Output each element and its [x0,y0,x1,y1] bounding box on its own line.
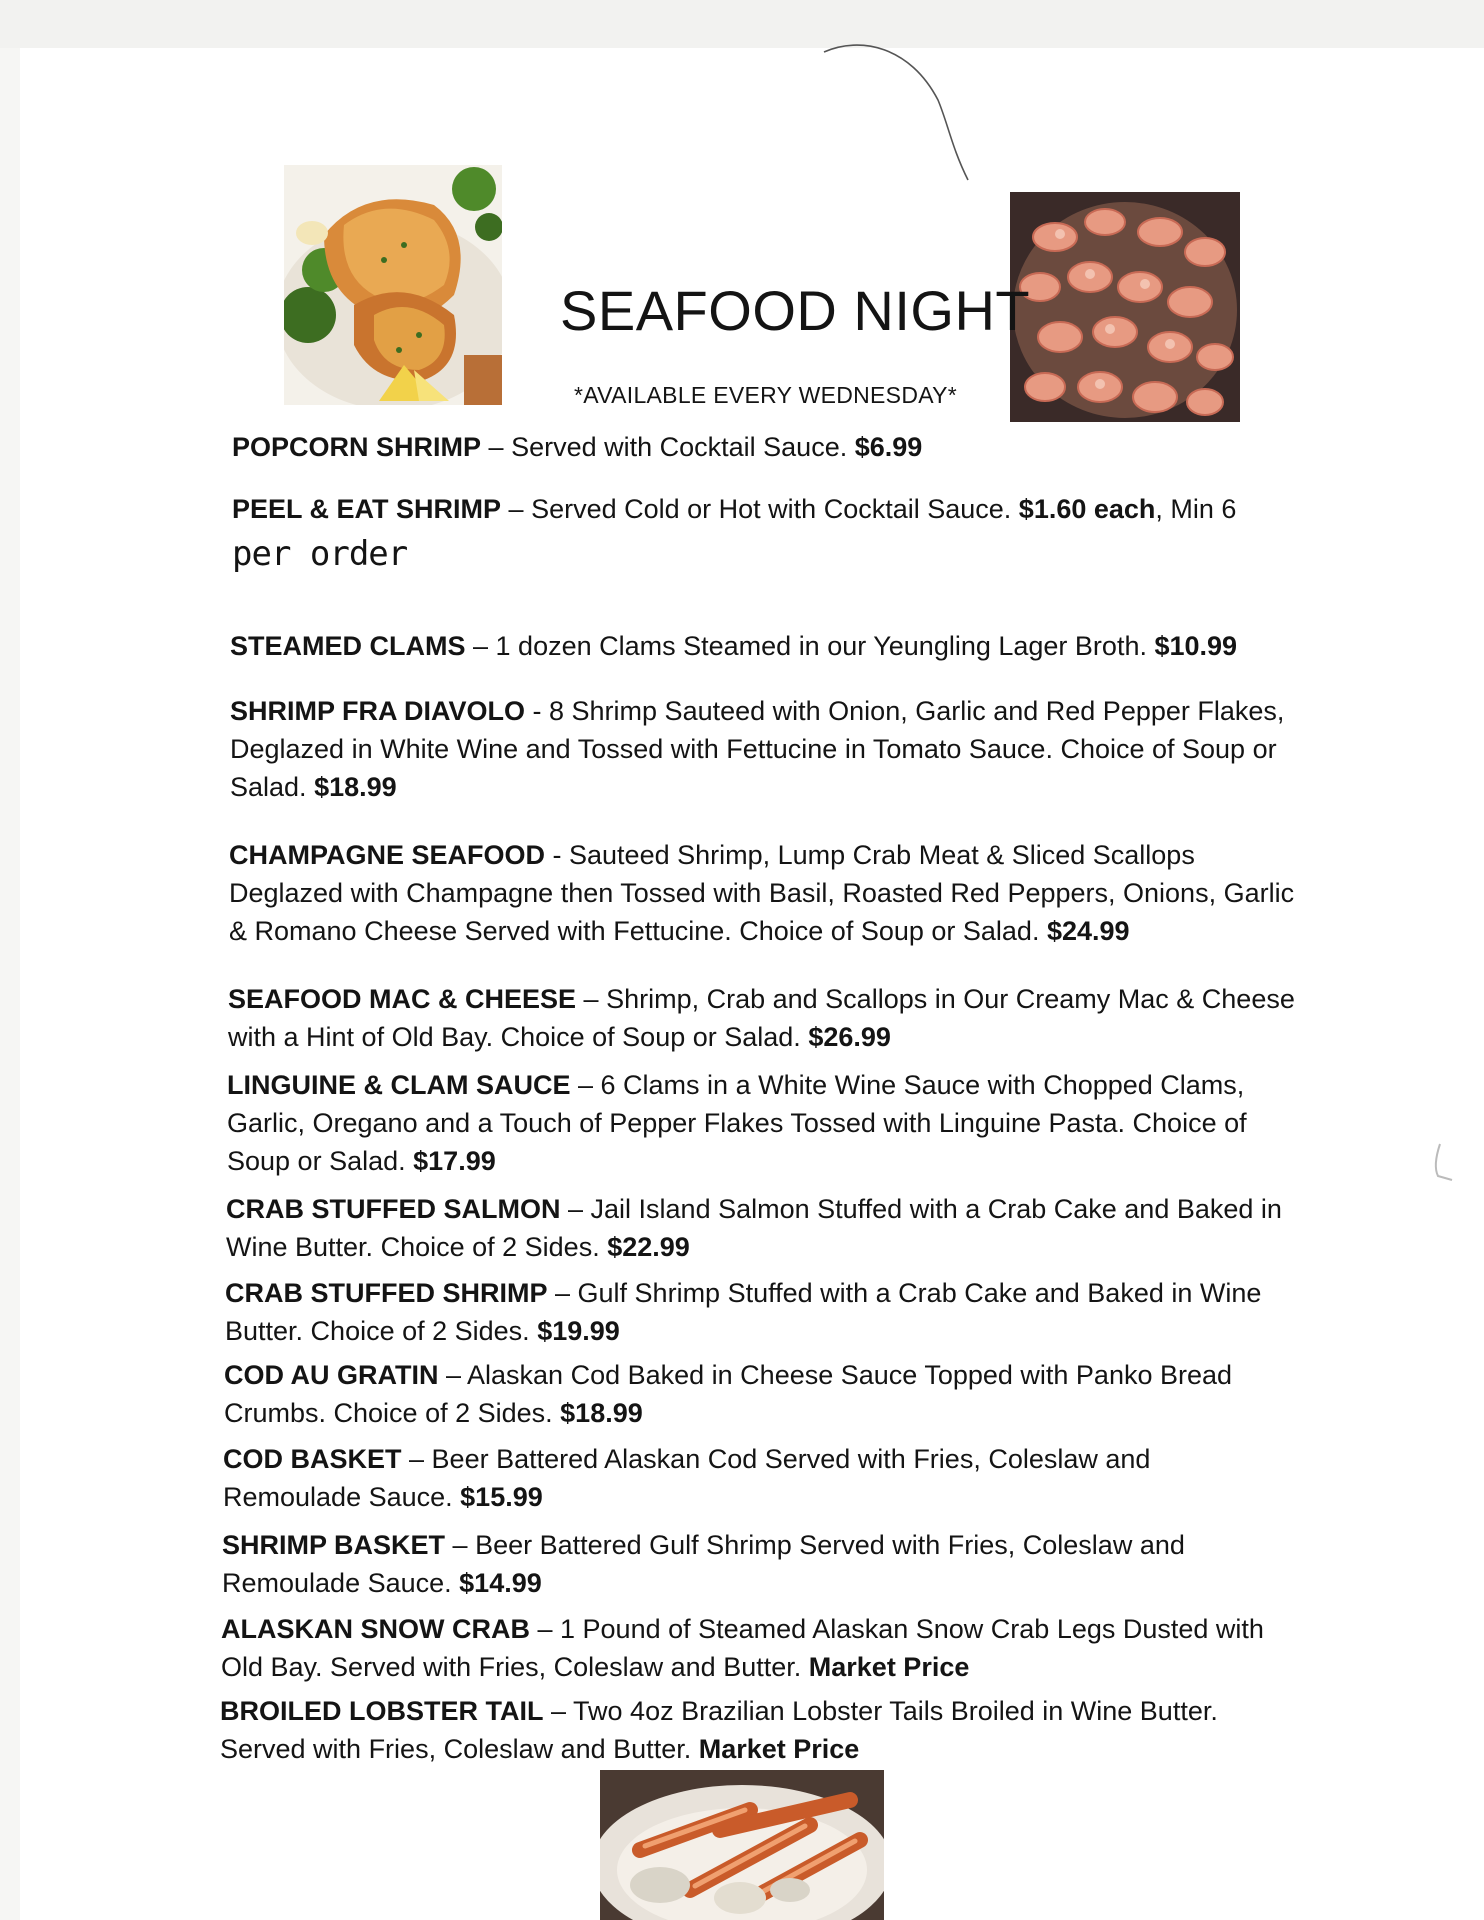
item-description: Gulf Shrimp Stuffed with a Crab Cake and Baked in Wine Butter. Choice of 2 Sides. [225,1278,1262,1346]
item-name: SHRIMP FRA DIAVOLO [230,696,526,726]
item-description: 1 dozen Clams Steamed in our Yeungling Lager Broth. [495,631,1155,661]
item-name: ALASKAN SNOW CRAB [221,1614,530,1644]
item-separator: – [560,1194,591,1224]
item-description: Served with Cocktail Sauce. [511,432,855,462]
menu-item [230,692,1300,806]
item-separator: – [543,1696,574,1726]
item-price: $17.99 [413,1146,496,1176]
item-separator: – [570,1070,601,1100]
item-price: $18.99 [560,1398,643,1428]
item-separator: – [445,1530,476,1560]
item-name: COD BASKET [223,1444,402,1474]
item-separator: – [547,1278,578,1308]
item-price: $26.99 [808,1022,891,1052]
item-price: $6.99 [854,432,923,462]
item-separator: – [401,1444,432,1474]
item-name: CRAB STUFFED SHRIMP [225,1278,548,1308]
item-name: COD AU GRATIN [224,1360,439,1390]
item-separator: - [525,696,550,726]
item-description: Beer Battered Gulf Shrimp Served with Fries, Coleslaw and Remoulade Sauce. [222,1530,1185,1598]
menu-item [224,1356,1294,1432]
item-name: SHRIMP BASKET [222,1530,446,1560]
item-price: Market Price [698,1734,860,1764]
item-price: $19.99 [537,1316,620,1346]
menu-item [227,1066,1297,1180]
item-separator: – [529,1614,561,1644]
menu-item [230,627,1300,665]
item-description: 6 Clams in a White Wine Sauce with Chopped Clams, Garlic, Oregano and a Touch of Pepper Flakes Tossed with Linguine Pasta. Choice of Soup or Salad. [227,1070,1247,1176]
menu-item [221,1610,1291,1686]
menu-item [225,1274,1295,1350]
menu-item [223,1440,1293,1516]
menu-item [228,980,1298,1056]
item-separator: – [465,631,496,661]
item-price: $24.99 [1046,916,1130,946]
item-description: 8 Shrimp Sauteed with Onion, Garlic and Red Pepper Flakes, Deglazed in White Wine and Tossed with Fettucine in Tomato Sauce. Choice of Soup or Salad. [230,696,1285,802]
page-title: SEAFOOD NIGHT [560,279,1031,342]
item-name: LINGUINE & CLAM SAUCE [227,1070,571,1100]
lobster-tails-photo [284,165,502,405]
menu-item [226,1190,1296,1266]
handwritten-note: per order [232,534,408,574]
item-description: Beer Battered Alaskan Cod Served with Fries, Coleslaw and Remoulade Sauce. [223,1444,1151,1512]
item-price: $18.99 [314,772,397,802]
item-separator: – [438,1360,468,1390]
item-description: Served Cold or Hot with Cocktail Sauce. [531,494,1019,524]
peel-and-eat-shrimp-photo [1010,192,1240,422]
item-name: BROILED LOBSTER TAIL [220,1696,544,1726]
scan-border [0,0,1484,48]
item-description: Jail Island Salmon Stuffed with a Crab Cake and Baked in Wine Butter. Choice of 2 Sides. [226,1194,1282,1262]
item-price: Market Price [808,1652,970,1682]
item-separator: – [481,432,512,462]
paper-crease-mark [820,40,980,190]
item-separator: – [576,984,607,1014]
item-description: Sauteed Shrimp, Lump Crab Meat & Sliced Scallops Deglazed with Champagne then Tossed with Basil, Roasted Red Peppers, Onions, Garlic & Romano Cheese Served with Fettucine. Choice of Soup or Salad. [229,840,1295,946]
item-name: CRAB STUFFED SALMON [226,1194,561,1224]
snow-crab-legs-photo [600,1770,884,1920]
item-note: , Min 6 [1155,494,1237,524]
item-price: $14.99 [459,1568,542,1598]
item-description: Shrimp, Crab and Scallops in Our Creamy Mac & Cheese with a Hint of Old Bay. Choice of Soup or Salad. [228,984,1295,1052]
item-price: $10.99 [1154,631,1238,661]
item-name: STEAMED CLAMS [230,631,466,661]
menu-item [229,836,1299,950]
menu-item [220,1692,1290,1768]
item-separator: - [545,840,570,870]
availability-note: *AVAILABLE EVERY WEDNESDAY* [574,382,958,408]
item-price: $1.60 each [1018,494,1156,524]
item-description: 1 Pound of Steamed Alaskan Snow Crab Legs Dusted with Old Bay. Served with Fries, Coleslaw and Butter. [221,1614,1264,1682]
item-name: CHAMPAGNE SEAFOOD [229,840,546,870]
item-name: POPCORN SHRIMP [232,432,482,462]
item-price: $22.99 [607,1232,690,1262]
item-name: SEAFOOD MAC & CHEESE [228,984,577,1014]
menu-item [232,428,1302,466]
scan-mark [1428,1140,1458,1190]
item-separator: – [501,494,532,524]
item-description: Two 4oz Brazilian Lobster Tails Broiled in Wine Butter. Served with Fries, Coleslaw and Butter. [220,1696,1218,1764]
item-description: Alaskan Cod Baked in Cheese Sauce Topped with Panko Bread Crumbs. Choice of 2 Sides. [224,1360,1233,1428]
menu-item [232,490,1302,528]
item-price: $15.99 [460,1482,543,1512]
menu-item [222,1526,1292,1602]
item-name: PEEL & EAT SHRIMP [232,494,502,524]
